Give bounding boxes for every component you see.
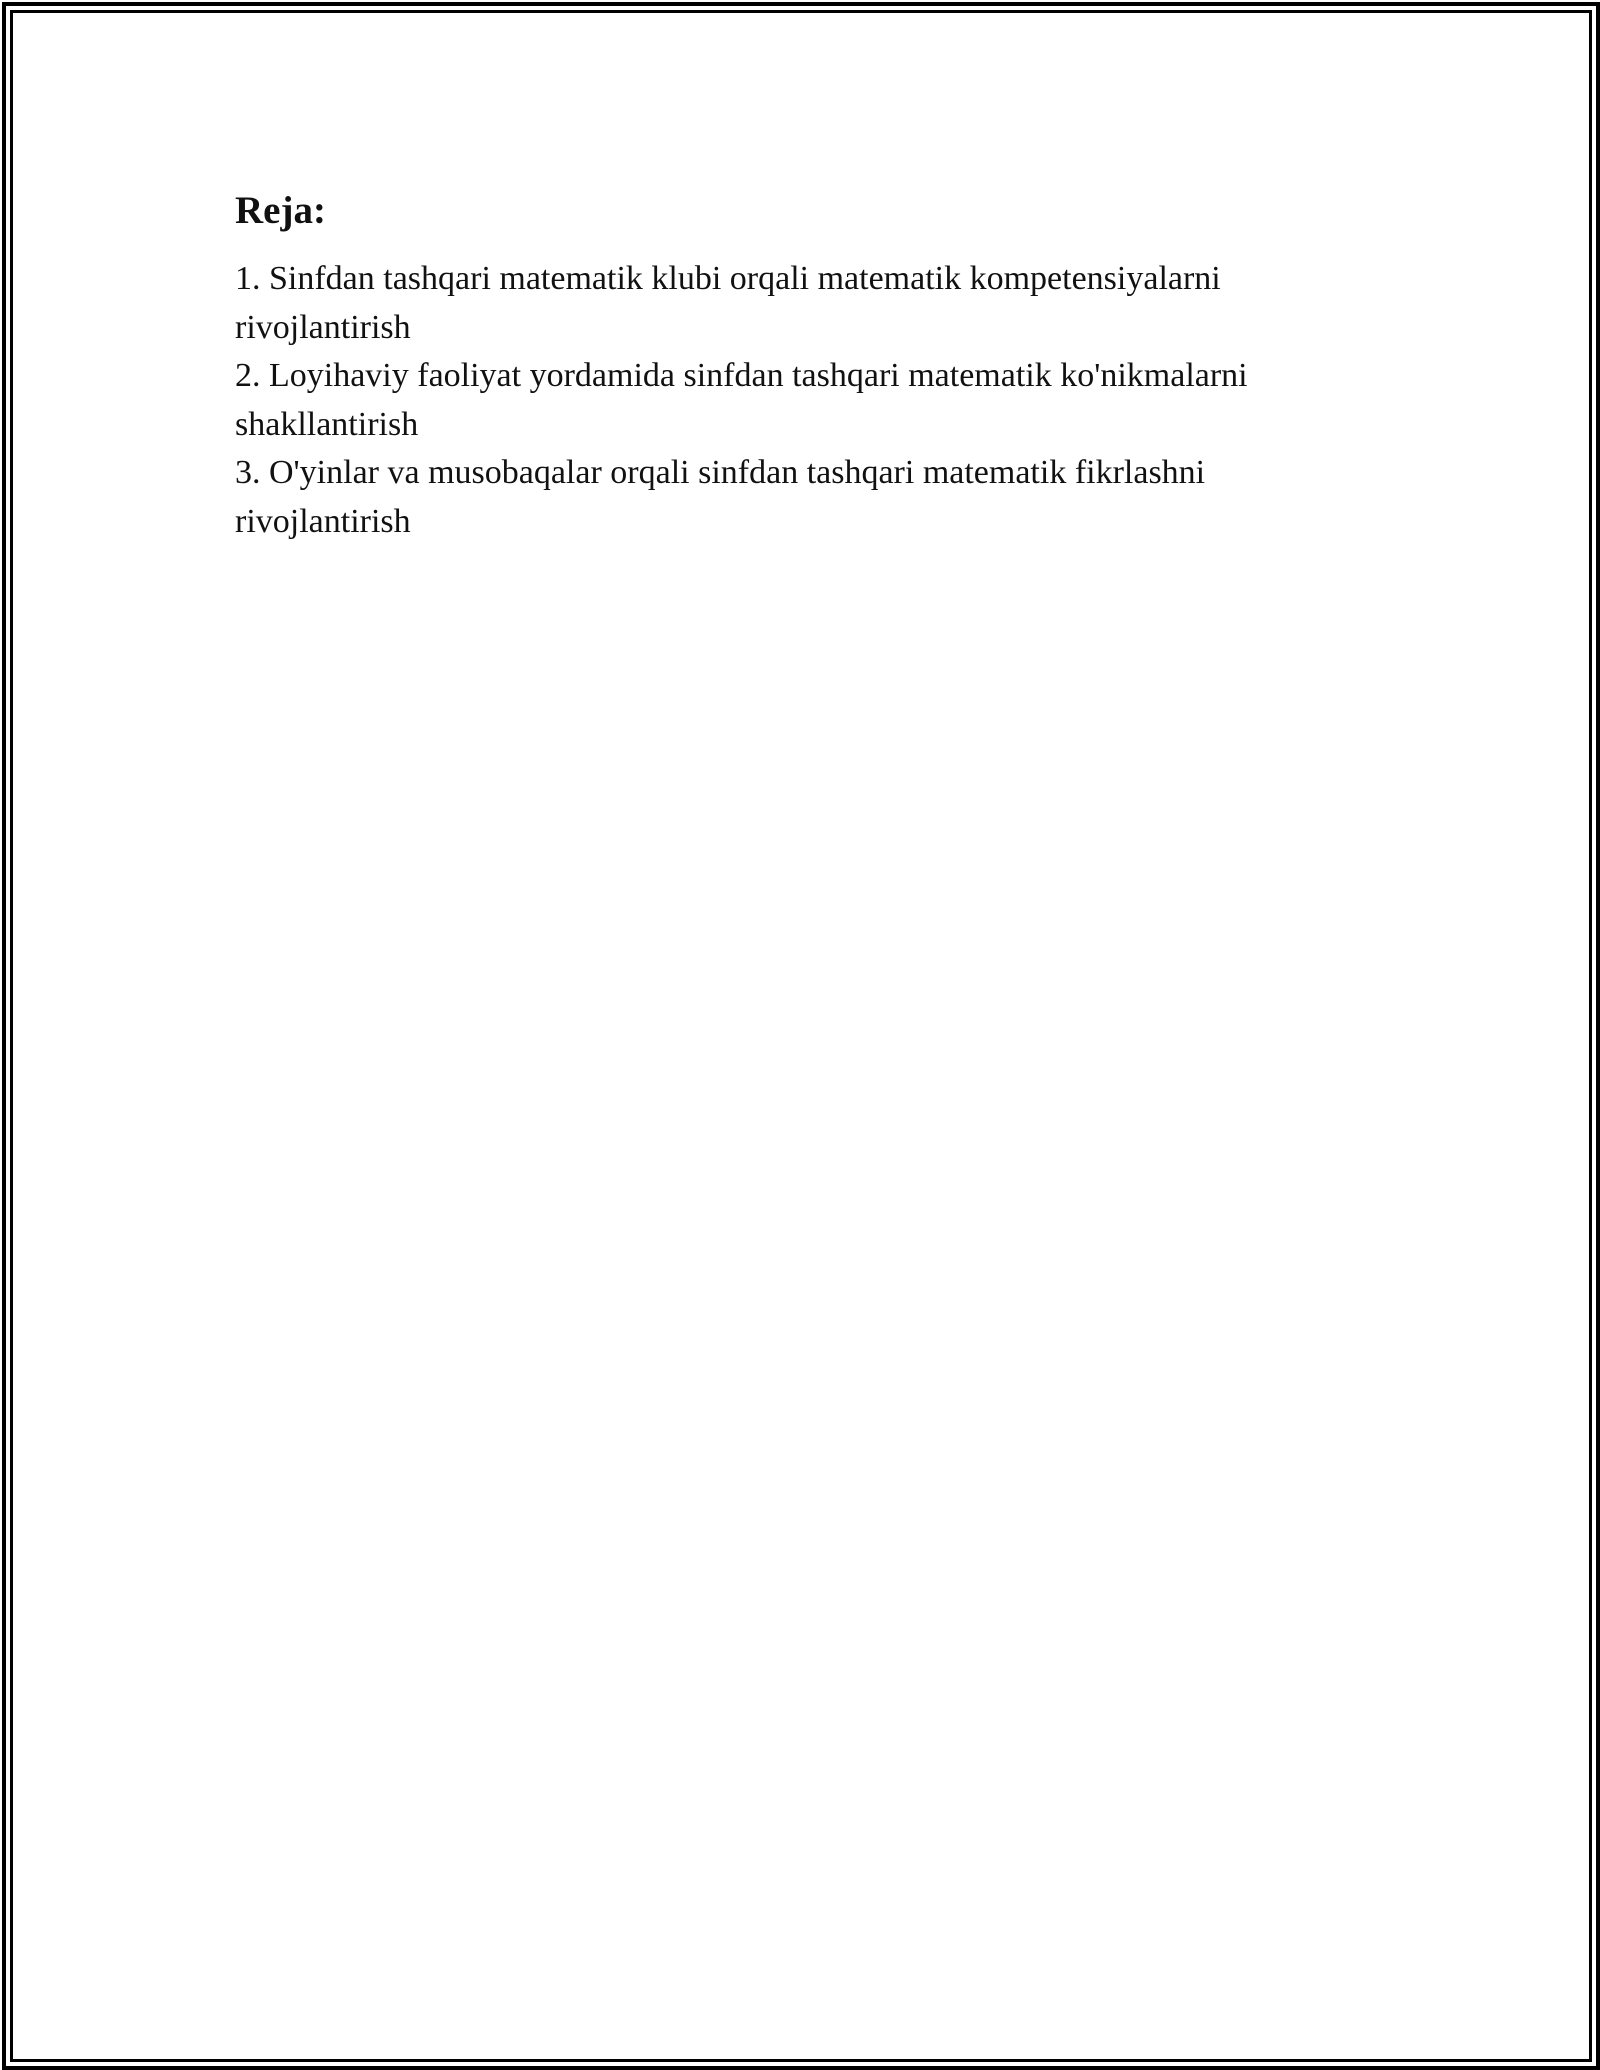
- plan-item-2: 2. Loyihaviy faoliyat yordamida sinfdan tashqari matematik ko'nikmalarni shakllantirish: [235, 357, 1248, 443]
- plan-item-3: 3. O'yinlar va musobaqalar orqali sinfdan tashqari matematik fikrlashni rivojlantirish: [235, 454, 1206, 540]
- page-title: Reja:: [235, 189, 326, 232]
- plan-list: [235, 255, 1365, 546]
- plan-item-1: 1. Sinfdan tashqari matematik klubi orqali matematik kompetensiyalarni rivojlantirish: [235, 260, 1221, 346]
- page-content: [235, 185, 1365, 546]
